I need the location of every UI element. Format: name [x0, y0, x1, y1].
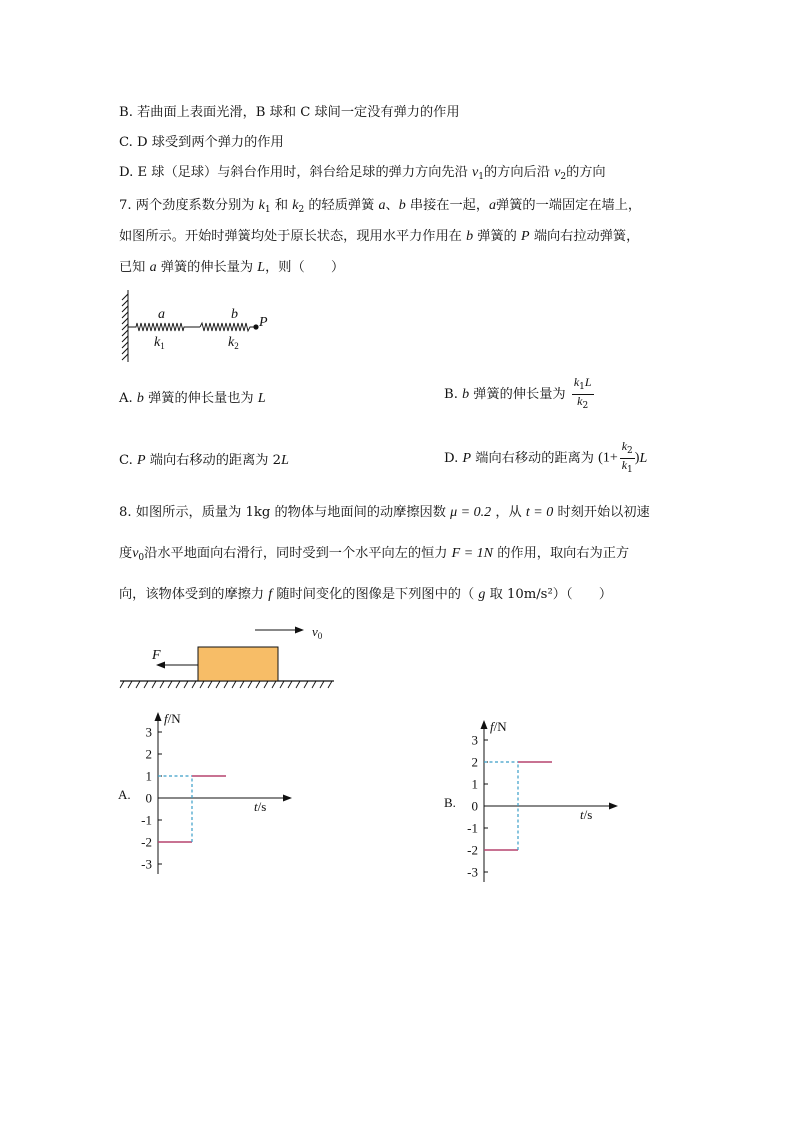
x-axis-label: t/s	[254, 799, 267, 814]
y-axis-label: f/N	[164, 711, 181, 726]
q6-option-b: B. 若曲面上表面光滑，B 球和 C 球间一定没有弹力的作用	[119, 105, 460, 120]
velocity-arrowhead	[295, 627, 304, 634]
q7-spring-figure	[118, 286, 288, 366]
q7-option-b: B. b 弹簧的伸长量为 $\frac{k_1L}{k_2}$	[444, 375, 592, 411]
label-b: b	[231, 307, 238, 322]
q8-stem-line3: 向，该物体受到的摩擦力 f 随时间变化的图像是下列图中的（ g 取 10m/s²）（ ）	[119, 587, 613, 602]
y-tick-label: 3	[145, 724, 152, 740]
y-tick-label: 2	[145, 746, 152, 762]
q7-stem-line2: 如图所示。开始时弹簧均处于原长状态，现用水平力作用在 b 弹簧的 P 端向右拉动弹簧，	[119, 229, 640, 244]
x-axis-arrowhead	[609, 803, 618, 810]
label-k2: $k_2$	[228, 335, 239, 351]
q6-option-c: C. D 球受到两个弹力的作用	[119, 135, 284, 150]
chart-option-a	[116, 702, 276, 878]
y-axis-arrowhead	[155, 712, 162, 721]
q7-option-d: D. P 端向右移动的距离为 (1+ $\frac{k_2}{k_1}$ )L	[444, 439, 648, 475]
y-tick-label: -1	[141, 812, 152, 828]
block	[198, 647, 278, 681]
y-tick-label: 3	[471, 732, 478, 748]
label-a: a	[158, 307, 165, 322]
y-tick-label: 1	[145, 768, 152, 784]
label-v0: $v_0$	[312, 624, 323, 641]
y-tick-label: -2	[141, 834, 152, 850]
x-axis-label: t/s	[580, 807, 593, 822]
y-axis-arrowhead	[481, 720, 488, 729]
y-tick-label: 0	[145, 790, 152, 806]
point-p-dot	[253, 324, 258, 329]
fraction-k2-over-k1: $\frac{k_2}{k_1}$	[621, 439, 633, 475]
q7-stem-line1: 7. 两个劲度系数分别为 $k_1$ 和 $k_2$ 的轻质弹簧 a、b 串接在一起，a弹簧的一端固定在墙上，	[119, 198, 642, 215]
y-tick-label: 2	[471, 754, 478, 770]
chart-option-b	[442, 710, 602, 886]
y-tick-label: -2	[467, 842, 478, 858]
x-axis-arrowhead	[283, 795, 292, 802]
q7-option-a: A. b 弹簧的伸长量也为 L	[119, 391, 266, 406]
label-k1: $k_1$	[154, 335, 165, 351]
ground-hatching	[120, 681, 332, 688]
option-label: B.	[444, 795, 456, 810]
y-tick-label: -3	[141, 856, 152, 872]
q8-stem-line2: 度$v_0$沿水平地面向右滑行，同时受到一个水平向左的恒力 F = 1N 的作用，取向右为正方	[119, 546, 630, 563]
q6-option-d: D. E 球（足球）与斜台作用时，斜台给足球的弹力方向先沿 $v_1$的方向后沿 $v_2$的方向	[119, 165, 606, 182]
label-p: P	[259, 315, 268, 330]
fraction-k1l-over-k2: $\frac{k_1L}{k_2}$	[573, 375, 592, 411]
y-tick-label: 1	[471, 776, 478, 792]
label-force-f: F	[152, 648, 161, 663]
option-label: A.	[118, 787, 131, 802]
q8-block-figure	[120, 618, 340, 693]
y-tick-label: -1	[467, 820, 478, 836]
y-tick-label: -3	[467, 864, 478, 880]
wall	[122, 290, 128, 362]
q7-option-c: C. P 端向右移动的距离为 2L	[119, 453, 289, 468]
spring-a	[128, 323, 200, 331]
spring-b	[200, 323, 256, 331]
q7-stem-line3: 已知 a 弹簧的伸长量为 L，则（ ）	[119, 260, 345, 275]
y-tick-label: 0	[471, 798, 478, 814]
y-axis-label: f/N	[490, 719, 507, 734]
q8-stem-line1: 8. 如图所示，质量为 1kg 的物体与地面间的动摩擦因数 μ = 0.2 ，从 t = 0 时刻开始以初速	[119, 505, 650, 520]
